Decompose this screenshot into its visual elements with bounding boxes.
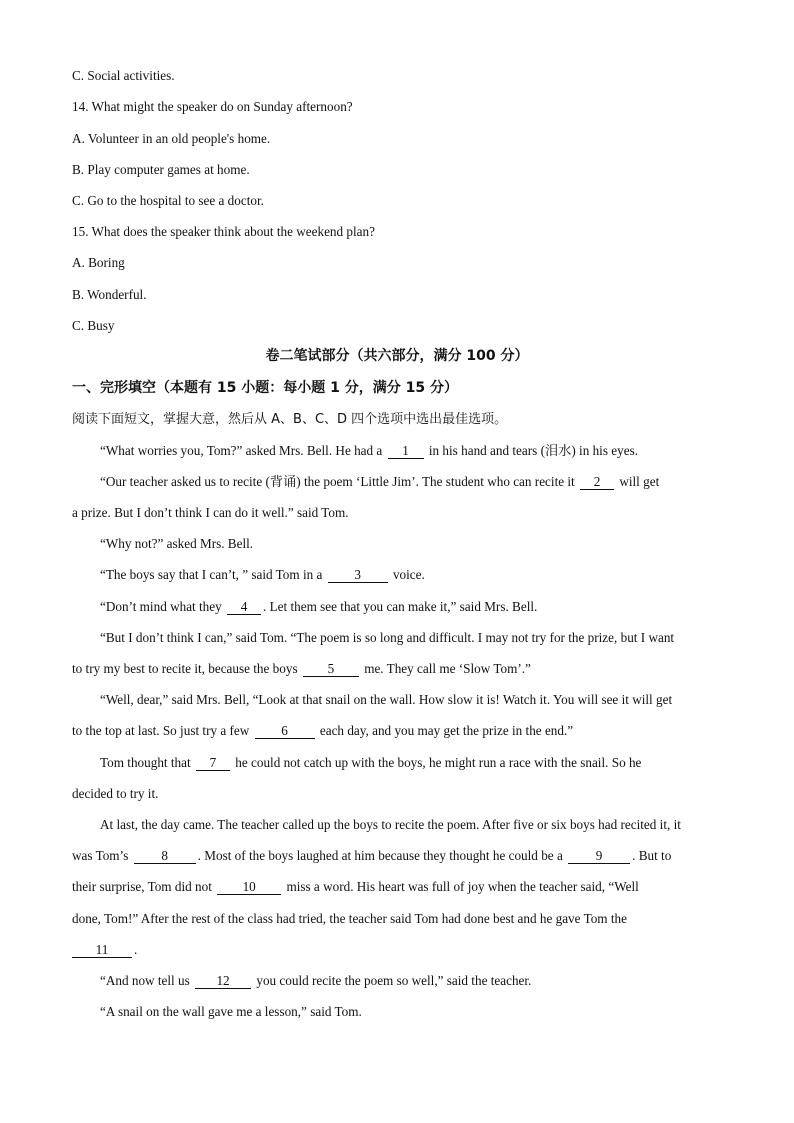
passage-line: “A snail on the wall gave me a lesson,” said Tom.: [100, 1004, 362, 1019]
passage-line: to the top at last. So just try a few 6 each day, and you may get the prize in the end.”: [72, 723, 574, 738]
blank-4[interactable]: 4: [227, 600, 261, 615]
passage-line: “Why not?” asked Mrs. Bell.: [100, 536, 254, 551]
blank-11[interactable]: 11: [72, 943, 132, 958]
passage-line: decided to try it.: [72, 786, 159, 801]
passage-line: a prize. But I don’t think I can do it well.” said Tom.: [72, 505, 349, 520]
q14-option-b: B. Play computer games at home.: [72, 162, 250, 177]
blank-1[interactable]: 1: [388, 444, 424, 459]
passage-line: Tom thought that 7 he could not catch up with the boys, he might run a race with the snail. So he: [100, 755, 642, 770]
blank-6[interactable]: 6: [255, 724, 315, 739]
blank-12[interactable]: 12: [195, 974, 251, 989]
passage-line: “And now tell us 12 you could recite the poem so well,” said the teacher.: [100, 973, 532, 988]
passage-line: At last, the day came. The teacher called up the boys to recite the poem. After five or six boys had recited it, it: [100, 817, 681, 832]
blank-10[interactable]: 10: [217, 880, 281, 895]
passage-line: “What worries you, Tom?” asked Mrs. Bell. He had a 1 in his hand and tears (泪水) in his eyes.: [100, 443, 639, 458]
passage-line: 11 .: [72, 941, 722, 959]
passage-line: was Tom’s 8 . Most of the boys laughed at him because they thought he could be a 9 . But to: [72, 848, 672, 863]
passage-line: to try my best to recite it, because the boys 5 me. They call me ‘Slow Tom’.”: [72, 661, 531, 676]
passage-line: “The boys say that I can’t, ” said Tom in a 3 voice.: [100, 567, 425, 582]
passage-line: “Our teacher asked us to recite (背诵) the poem ‘Little Jim’. The student who can recite it 2 will get: [100, 474, 660, 489]
q15-option-b: B. Wonderful.: [72, 287, 147, 302]
part-title: 一、完形填空（本题有 15 小题：每小题 1 分，满分 15 分）: [72, 380, 458, 396]
blank-5[interactable]: 5: [303, 662, 359, 677]
q15-stem: 15. What does the speaker think about the weekend plan?: [72, 224, 375, 239]
q14-stem: 14. What might the speaker do on Sunday afternoon?: [72, 99, 353, 114]
blank-7[interactable]: 7: [196, 756, 230, 771]
blank-2[interactable]: 2: [580, 475, 614, 490]
passage-line: “But I don’t think I can,” said Tom. “The poem is so long and difficult. I may not try for the prize, but I want: [100, 630, 675, 645]
section-title: 卷二笔试部分（共六部分，满分 100 分）: [265, 348, 529, 364]
passage-line: “Don’t mind what they 4 . Let them see that you can make it,” said Mrs. Bell.: [100, 599, 538, 614]
q13-option-c: C. Social activities.: [72, 68, 175, 83]
passage-line: “Well, dear,” said Mrs. Bell, “Look at that snail on the wall. How slow it is! Watch it. You will see it will get: [100, 692, 673, 707]
q14-option-c: C. Go to the hospital to see a doctor.: [72, 193, 264, 208]
blank-8[interactable]: 8: [134, 849, 196, 864]
blank-9[interactable]: 9: [568, 849, 630, 864]
passage-line: their surprise, Tom did not 10 miss a word. His heart was full of joy when the teacher said, “Well: [72, 879, 639, 894]
q15-option-c: C. Busy: [72, 318, 115, 333]
passage-line: done, Tom!” After the rest of the class had tried, the teacher said Tom had done best and he gave Tom the: [72, 911, 627, 926]
q14-option-a: A. Volunteer in an old people's home.: [72, 131, 271, 146]
q15-option-a: A. Boring: [72, 255, 125, 270]
blank-3[interactable]: 3: [328, 568, 388, 583]
instructions: 阅读下面短文，掌握大意，然后从 A、B、C、D 四个选项中选出最佳选项。: [72, 412, 508, 427]
